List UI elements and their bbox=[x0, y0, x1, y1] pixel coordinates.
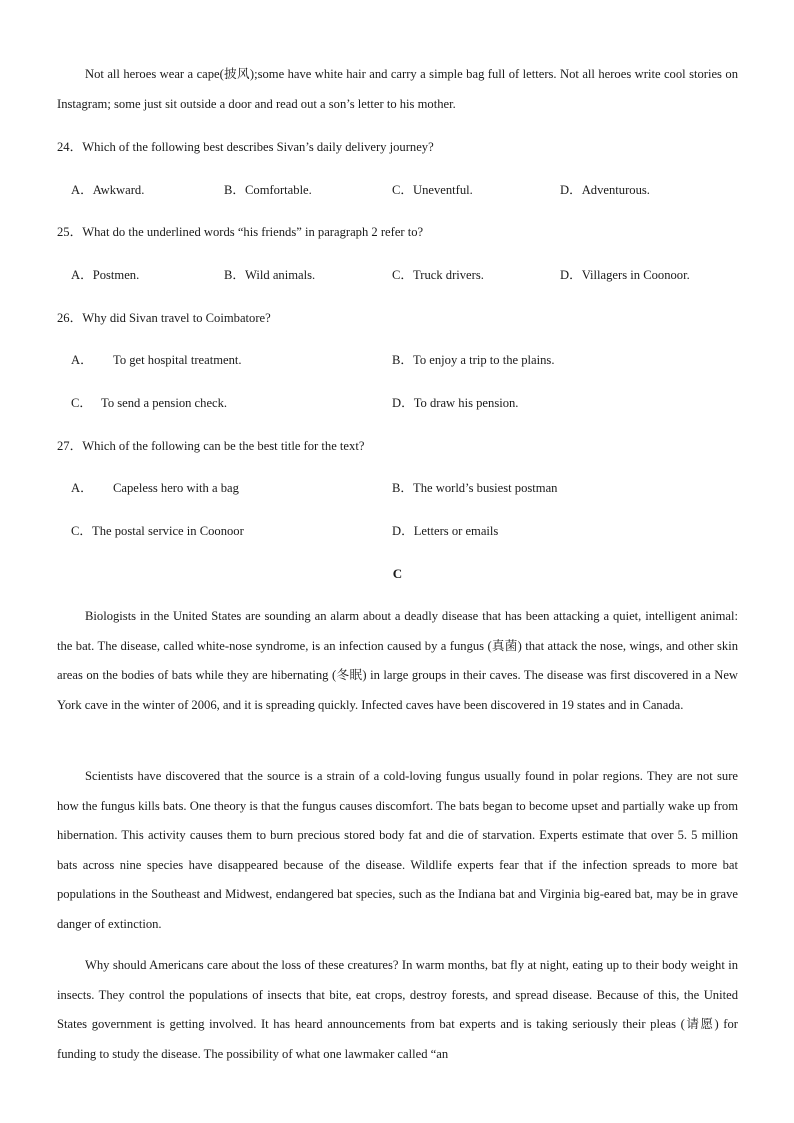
question-25-stem: 25．What do the underlined words “his friends” in paragraph 2 refer to? bbox=[57, 225, 424, 239]
question-27-option-d[interactable] bbox=[392, 521, 498, 541]
question-24-option-a[interactable] bbox=[71, 180, 144, 200]
option-letter: A． bbox=[71, 268, 93, 282]
option-letter: C． bbox=[71, 396, 92, 410]
question-24-option-b[interactable] bbox=[224, 180, 312, 200]
question-24-option-d[interactable] bbox=[560, 180, 650, 200]
option-letter: B． bbox=[224, 268, 245, 282]
passage-paragraph-2: Scientists have discovered that the source is a strain of a cold-loving fungus usually found in polar regions. They are not sure how the fungus kills bats. One theory is that the fungus causes discomfort. The bats began to become upset and partially wake up from hibernation. This activity causes them to burn precious stored body fat and die of starvation. Experts estimate that over 5. 5 million bats across nine species have disappeared because of the disease. Wildlife experts fear that if the infection spreads to more bat populations in the Southeast and Midwest, endangered bat species, such as the Indiana bat and Virginia big-eared bat, may be in grave danger of extinction. bbox=[57, 769, 738, 931]
question-24-stem: 24．Which of the following best describes Sivan’s daily delivery journey? bbox=[57, 140, 434, 154]
option-text: To enjoy a trip to the plains. bbox=[413, 353, 555, 367]
option-letter: B． bbox=[392, 481, 413, 495]
question-25-option-c[interactable] bbox=[392, 265, 484, 285]
passage-paragraph-1: Biologists in the United States are sounding an alarm about a deadly disease that has been attacking a quiet, intelligent animal: the bat. The disease, called white-nose syndrome, is an infection caused by a fungus (真菌) that attack the nose, wings, and other skin areas on the bodies of bats while they are hibernating (冬眠) in large groups in their caves. The disease was first discovered in a New York cave in the winter of 2006, and it is spreading quickly. Infected caves have been discovered in 19 states and in Canada. bbox=[57, 609, 738, 712]
option-text: Capeless hero with a bag bbox=[113, 481, 239, 495]
intro-paragraph: Not all heroes wear a cape(披风);some have white hair and carry a simple bag full of letters. Not all heroes write cool stories on Instagram; some just sit outside a door and read out a son’s letter to his mother. bbox=[57, 67, 738, 111]
option-letter: C． bbox=[392, 183, 413, 197]
option-text: Awkward. bbox=[92, 183, 145, 197]
option-text: Wild animals. bbox=[245, 268, 316, 282]
option-letter: B． bbox=[392, 353, 413, 367]
option-letter: A． bbox=[71, 353, 93, 367]
option-letter: A． bbox=[71, 481, 93, 495]
option-letter: D． bbox=[392, 396, 414, 410]
question-25-option-b[interactable] bbox=[224, 265, 315, 285]
option-text: Postmen. bbox=[92, 268, 140, 282]
option-text: Comfortable. bbox=[245, 183, 312, 197]
question-26-option-b[interactable] bbox=[392, 350, 554, 370]
question-26-option-a[interactable] bbox=[71, 350, 242, 370]
option-text: Villagers in Coonoor. bbox=[581, 268, 690, 282]
option-letter: D． bbox=[560, 183, 582, 197]
section-heading: C bbox=[392, 566, 403, 581]
option-text: The postal service in Coonoor bbox=[92, 524, 244, 538]
option-text: To draw his pension. bbox=[413, 396, 519, 410]
option-text: Letters or emails bbox=[413, 524, 499, 538]
option-letter: A． bbox=[71, 183, 93, 197]
option-letter: D． bbox=[392, 524, 414, 538]
option-letter: C． bbox=[71, 524, 92, 538]
option-text: Uneventful. bbox=[413, 183, 473, 197]
question-27-option-a[interactable] bbox=[71, 478, 239, 498]
option-text: Truck drivers. bbox=[413, 268, 484, 282]
option-text: To get hospital treatment. bbox=[113, 353, 242, 367]
option-letter: C． bbox=[392, 268, 413, 282]
question-27-option-b[interactable] bbox=[392, 478, 557, 498]
option-letter: D． bbox=[560, 268, 582, 282]
question-27-stem: 27．Which of the following can be the best title for the text? bbox=[57, 439, 365, 453]
passage-paragraph-3: Why should Americans care about the loss of these creatures? In warm months, bat fly at night, eating up to their body weight in insects. They control the populations of insects that bite, eat crops, destroy forests, and spread disease. Because of this, the United States government is getting involved. It has heard announcements from bat experts and is taking seriously their pleas (请愿) for funding to study the disease. The possibility of what one lawmaker called “an bbox=[57, 958, 738, 1061]
question-25-option-d[interactable] bbox=[560, 265, 690, 285]
option-letter: B． bbox=[224, 183, 245, 197]
question-26-option-c[interactable] bbox=[71, 393, 227, 413]
option-text: To send a pension check. bbox=[101, 396, 228, 410]
question-26-stem: 26．Why did Sivan travel to Coimbatore? bbox=[57, 311, 271, 325]
option-text: Adventurous. bbox=[581, 183, 650, 197]
question-27-option-c[interactable] bbox=[71, 521, 244, 541]
option-text: The world’s busiest postman bbox=[413, 481, 558, 495]
question-25-option-a[interactable] bbox=[71, 265, 139, 285]
question-26-option-d[interactable] bbox=[392, 393, 518, 413]
question-24-option-c[interactable] bbox=[392, 180, 473, 200]
